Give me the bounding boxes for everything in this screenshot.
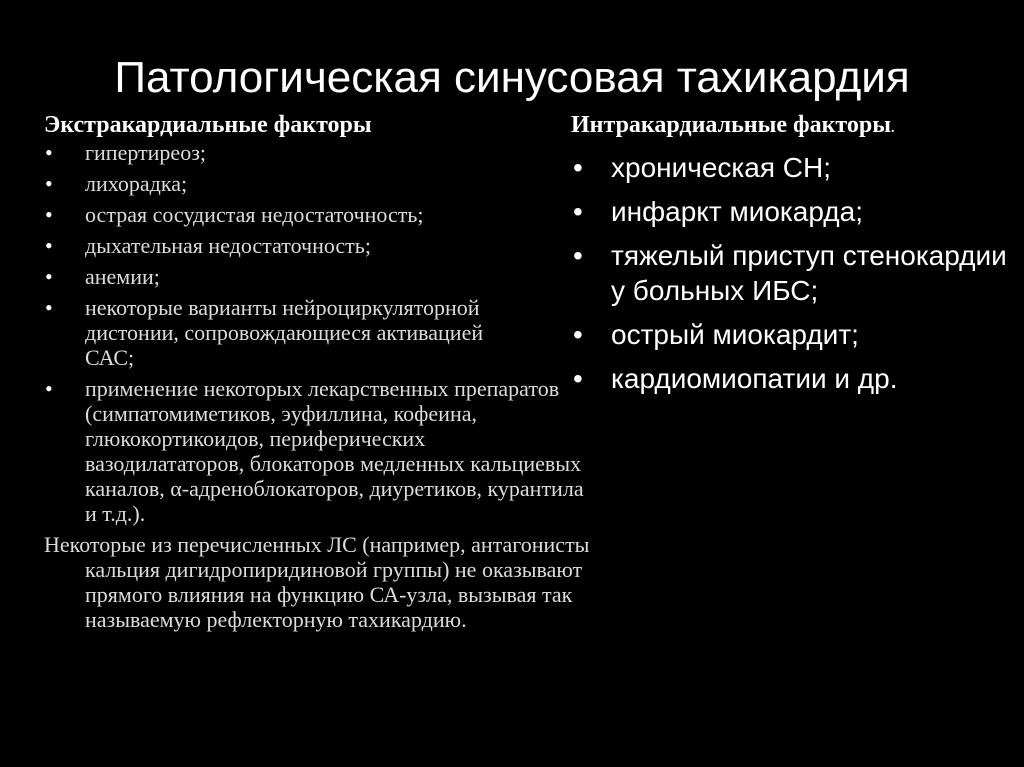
list-item-text: дыхательная недостаточность; [85,233,371,258]
bullet-icon: • [573,240,583,271]
bullet-icon: • [573,363,583,394]
list-item [44,295,505,370]
list-item [44,264,564,289]
list-item-text: применение некоторых лекарственных препаратов (симпатомиметиков, эуфиллина, кофеина, глюкокортикоидов, периферических вазодилататоров, блокаторов медленных кальциевых каналов, α-адреноблокаторов, диуретиков, курантила и т.д.). [85,376,584,526]
list-item-text: острая сосудистая недостаточность; [85,202,424,227]
bullet-icon: • [45,140,53,165]
list-item [44,171,564,196]
list-item [571,317,1011,352]
list-item-text: анемии; [85,264,160,289]
footnote-text: Некоторые из перечисленных ЛС (например, антагонисты кальция дигидропиридиновой группы) не оказывают прямого влияния на функцию СА-узла, вызывая так называемую рефлекторную тахикардию. [44,532,590,632]
list-item-text: некоторые варианты нейроциркуляторной дистонии, сопровождающиеся активацией САС; [85,295,484,370]
intracardiac-list [571,150,1011,396]
list-item-text: лихорадка; [85,171,188,196]
extracardiac-heading: Экстракардиальные факторы [44,112,372,138]
intracardiac-heading-suffix: . [890,121,895,136]
list-item [571,194,1011,229]
bullet-icon: • [45,171,53,196]
extracardiac-column [44,110,590,632]
bullet-icon: • [45,295,53,320]
bullet-icon: • [573,319,583,350]
bullet-icon: • [45,233,53,258]
list-item-text: гипертиреоз; [85,140,206,165]
bullet-icon: • [573,196,583,227]
list-item-text: хроническая СН; [611,152,832,183]
list-item [571,238,1011,308]
intracardiac-heading [571,110,1011,144]
list-item [571,150,1011,185]
list-item [44,233,564,258]
bullet-icon: • [45,202,53,227]
list-item [44,202,564,227]
list-item-text: кардиомиопатии и др. [611,363,898,394]
extracardiac-list [44,140,584,526]
bullet-icon: • [45,264,53,289]
bullet-icon: • [45,376,53,401]
list-item [44,376,585,526]
intracardiac-heading-text: Интракардиальные факторы [571,112,891,138]
list-item [44,140,564,165]
slide-title: Патологическая синусовая тахикардия [114,53,910,102]
list-item-text: тяжелый приступ стенокардии у больных ИБС; [611,240,1007,306]
list-item-text: острый миокардит; [611,319,859,350]
intracardiac-column [571,110,1011,405]
list-item [571,361,1011,396]
list-item-text: инфаркт миокарда; [611,196,863,227]
bullet-icon: • [573,152,583,183]
